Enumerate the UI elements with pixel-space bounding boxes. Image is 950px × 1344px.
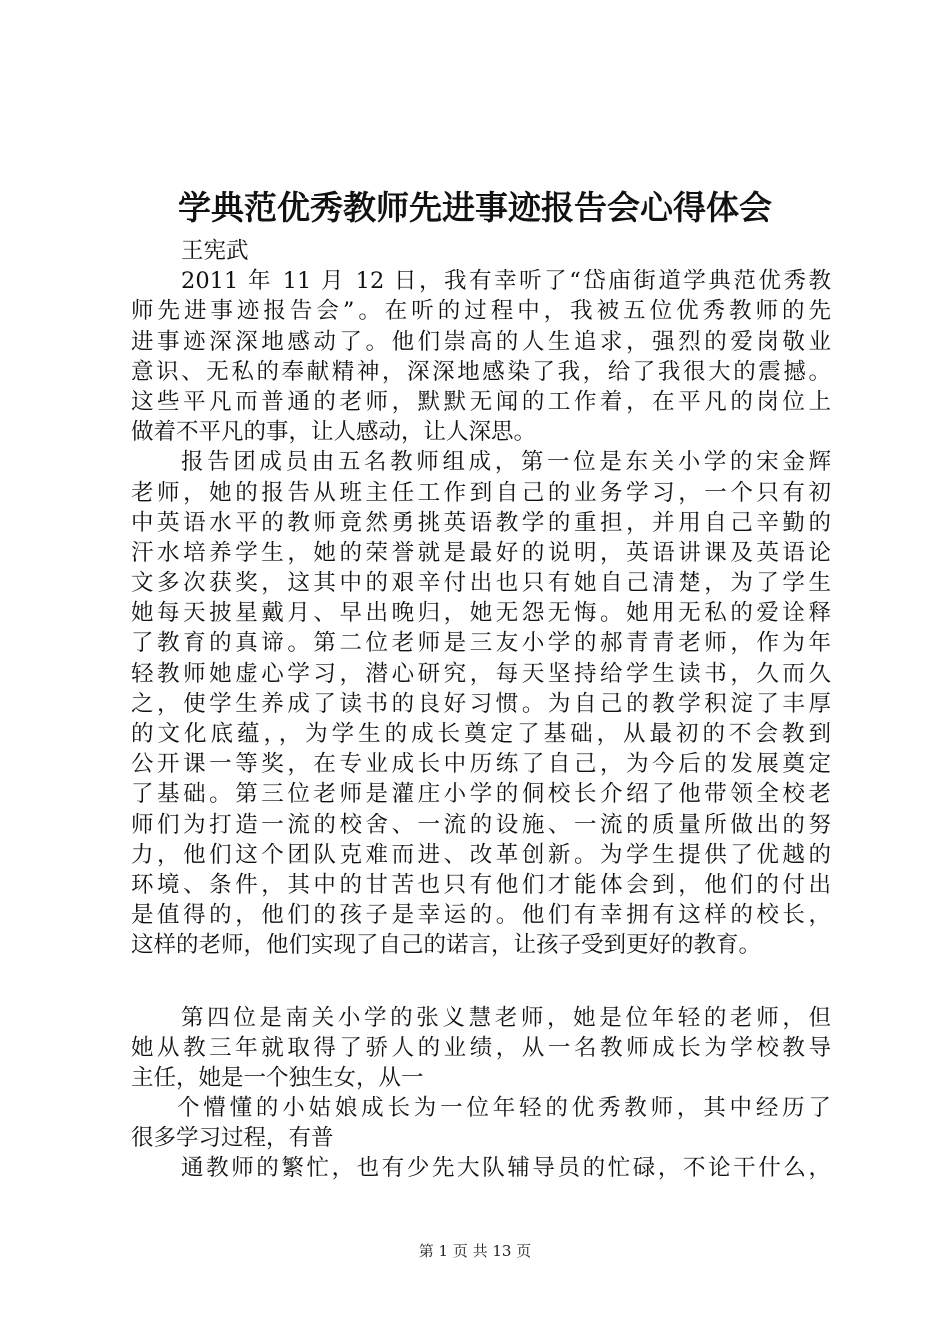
paragraph-line: 通教师的繁忙，也有少先大队辅导员的忙碌，不论干什么， [181,1155,831,1182]
paragraph-line: 公开课一等奖，在专业成长中历练了自己，为今后的发展奠定 [131,751,831,778]
paragraph-line: 第四位是南关小学的张义慧老师，她是位年轻的老师，但 [181,1004,831,1031]
paragraph-gap [131,961,831,1003]
paragraph-line: 中英语水平的教师竟然勇挑英语教学的重担，并用自己辛勤的 [131,509,831,536]
paragraph-1 [131,266,831,447]
paragraph-5 [131,1153,831,1183]
page-footer: 第 1 页 共 13 页 [418,1242,532,1260]
paragraph-line: 的文化底蕴，，为学生的成长奠定了基础，从最初的不会教到 [131,721,831,747]
paragraph-line: 报告团成员由五名教师组成，第一位是东关小学的宋金辉 [181,449,831,476]
document-title: 学典范优秀教师先进事迹报告会心得体会 [178,188,772,227]
paragraph-line: 老师，她的报告从班主任工作到自己的业务学习，一个只有初 [131,479,831,506]
paragraph-line: 做着不平凡的事，让人感动，让人深思。 [131,419,537,446]
paragraph-line: 意识、无私的奉献精神，深深地感染了我，给了我很大的震撼。 [131,358,831,385]
paragraph-3 [131,1003,831,1094]
paragraph-line: 师先进事迹报告会”。在听的过程中，我被五位优秀教师的先 [131,298,831,325]
paragraph-line: 进事迹深深地感动了。他们崇高的人生追求，强烈的爱岗敬业 [131,328,831,355]
paragraph-line: 是值得的，他们的孩子是幸运的。他们有幸拥有这样的校长， [131,902,831,929]
paragraph-line: 文多次获奖，这其中的艰辛付出也只有她自己清楚，为了学生 [131,570,831,597]
paragraph-line: 个懵懂的小姑娘成长为一位年轻的优秀教师，其中经历了 [177,1095,831,1122]
paragraph-line: 轻教师她虚心学习，潜心研究，每天坚持给学生读书，久而久 [131,660,831,687]
document-body [131,236,831,1184]
paragraph-line: 汗水培养学生，她的荣誉就是最好的说明，英语讲课及英语论 [131,539,831,566]
paragraph-line: 这样的老师，他们实现了自己的诺言，让孩子受到更好的教育。 [131,932,762,959]
paragraph-line: 这些平凡而普通的老师，默默无闻的工作着，在平凡的岗位上 [131,388,831,415]
paragraph-line: 了教育的真谛。第二位老师是三友小学的郝青青老师，作为年 [131,630,831,657]
paragraph-line: 很多学习过程，有普 [131,1125,334,1152]
paragraph-line: 力，他们这个团队克难而进、改革创新。为学生提供了优越的 [131,841,831,868]
paragraph-line: 环境、条件，其中的甘苦也只有他们才能体会到，他们的付出 [131,871,831,898]
paragraph-line: 她每天披星戴月、早出晚归，她无怨无悔。她用无私的爱诠释 [131,600,831,627]
paragraph-line: 她从教三年就取得了骄人的业绩，从一名教师成长为学校教导 [131,1034,831,1061]
paragraph-line: 之，使学生养成了读书的良好习惯。为自己的教学积淀了丰厚 [131,690,831,717]
paragraph-2 [131,447,831,960]
paragraph-line: 师们为打造一流的校舍、一流的设施、一流的质量所做出的努 [131,811,831,838]
paragraph-4 [131,1093,831,1153]
paragraph-line: 主任，她是一个独生女，从一 [131,1064,424,1091]
paragraph-line: 2011 年 11 月 12 日，我有幸听了“岱庙街道学典范优秀教 [181,268,831,295]
paragraph-line: 了基础。第三位老师是灌庄小学的侗校长介绍了他带领全校老 [131,781,831,808]
author-line: 王宪武 [181,238,249,264]
